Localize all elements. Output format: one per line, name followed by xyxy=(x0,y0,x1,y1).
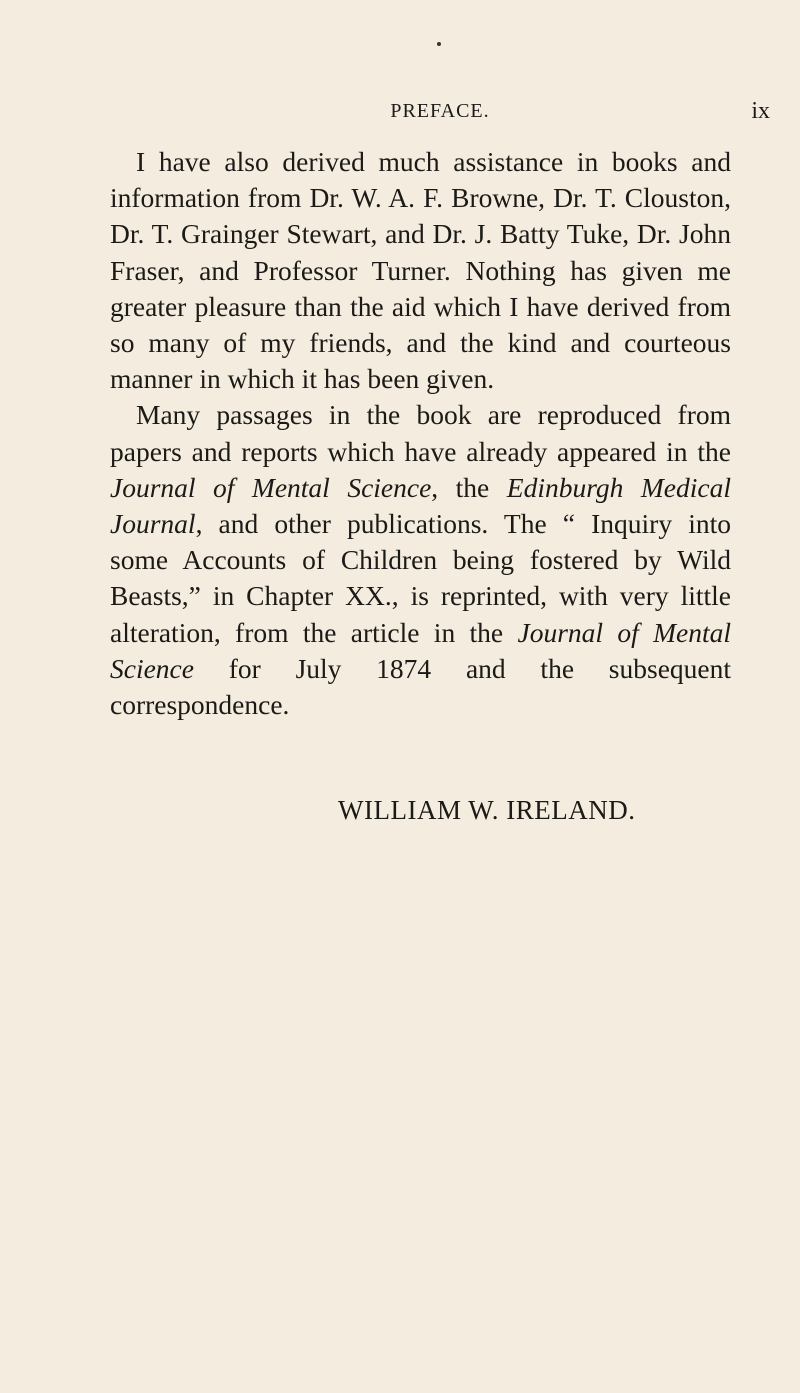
journal-title: Edinburgh Medical Journal xyxy=(110,471,731,540)
paragraph-text: for July 1874 and the subsequent correspondence. xyxy=(110,652,731,721)
paragraph-acknowledgements xyxy=(110,144,731,397)
running-head xyxy=(110,100,770,130)
journal-title: Journal of Mental Science xyxy=(110,471,432,503)
paragraph-reproduced-passages xyxy=(110,397,731,723)
paragraph-text: , the xyxy=(431,471,507,503)
paragraph-text: I have also derived much assistance in books and information from Dr. W. A. F. Browne, Dr. T. Clouston, Dr. T. Grainger Stewart, and Dr. J. Batty Tuke, Dr. John Fraser, and Professor Turner. Nothing has given me greater pleasure than the aid which I have derived from so many of my friends, and the kind and courteous manner in which it has been given. xyxy=(110,146,731,395)
page-number: ix xyxy=(751,98,770,124)
body-text xyxy=(110,144,731,723)
running-head-title: PREFACE. xyxy=(390,100,490,122)
page-speck xyxy=(437,42,441,46)
author-signature: WILLIAM W. IRELAND. xyxy=(338,795,636,825)
paragraph-text: Many passages in the book are reproduced from papers and reports which have already appeared in the xyxy=(110,399,731,467)
journal-title: Journal of Mental Science xyxy=(110,616,731,684)
paragraph-text: , and other publications. The “ Inquiry into some Accounts of Children being fostered by Wild Beasts,” in Chapter XX., is reprinted, with very little alteration, from the article in the xyxy=(110,508,731,648)
